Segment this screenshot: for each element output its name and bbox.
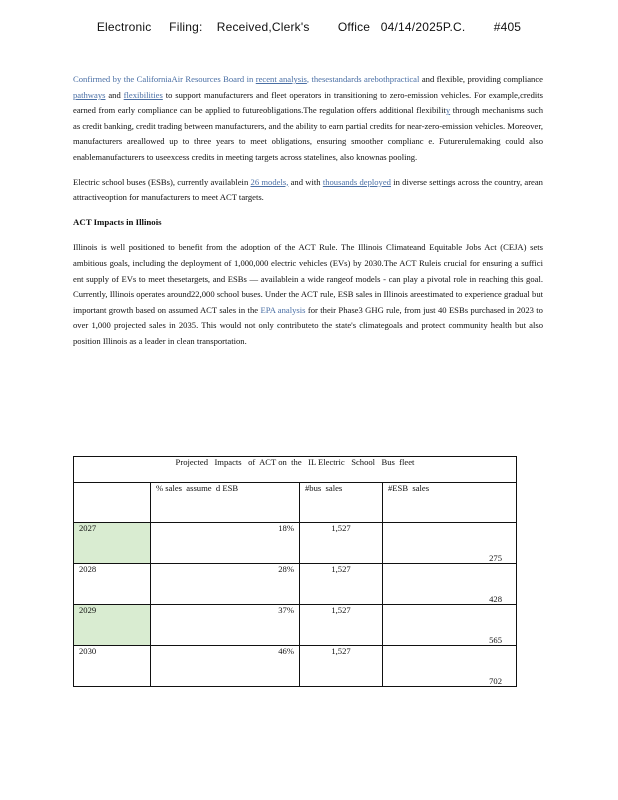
row-bus-sales: 1,527 <box>300 605 383 646</box>
row-pct: 37% <box>151 605 300 646</box>
table-title: Projected Impacts of ACT on the IL Electric School Bus fleet <box>74 457 517 483</box>
row-bus-sales: 1,527 <box>300 646 383 687</box>
para2-text-a: Electric school buses (ESBs), currently availablein <box>73 176 249 187</box>
row-year: 2027 <box>74 523 151 564</box>
header-bus-sales: #bus sales <box>300 483 383 523</box>
para1-text-c: to support manufacturers and fleet operators in transitioning to zero-emission vehicles. For example,credits earned from early compliance can be applied to futureobligations.The regulation offers additional flexibilit <box>73 89 543 116</box>
thousands-deployed-link[interactable]: thousands deployed <box>322 176 391 187</box>
table-row <box>74 646 517 687</box>
flexibility-y-link[interactable]: y <box>445 105 451 116</box>
row-pct: 28% <box>151 564 300 605</box>
table-row <box>74 605 517 646</box>
section-heading: ACT Impacts in Illinois <box>73 216 162 227</box>
row-esb-sales: 702 <box>383 646 517 687</box>
para3-text-a: Illinois is well positioned to benefit from the adoption of the ACT Rule. The Illinois Climateand Equitable Jobs Act (CEJA) sets ambitious goals, including the deployment of 1,000,000 electric vehicles (EVs) by 2030.The ACT Ruleis crucial for ensuring a suffici ent supply of EVs to meet thesetargets, and ESBs — availablein a wide rangeof models - can play a pivotal role in reaching this goal. Currently, Illinois operates around22,000 school buses. Under the ACT rule, ESB sales in Illinois areestimated to experience gradual but important growth based on assumed ACT sales in the <box>73 242 543 315</box>
para1-lead: Confirmed by the CaliforniaAir Resources Board in <box>73 74 254 84</box>
flexibilities-link[interactable]: flexibilities <box>123 89 163 100</box>
para1-mid: , thesestandards arebothpractical <box>306 74 420 84</box>
row-bus-sales: 1,527 <box>300 564 383 605</box>
para2-text-b: and with <box>290 176 321 187</box>
para3-text-b: for their Phase3 GHG rule, from just 40 ESBs purchased in 2023 to over 1,000 projected sales in 2035. This would not only contributeto the state's climategoals and protect community health but also position Illinois as a leader in clean transportation. <box>73 304 543 346</box>
table-row <box>74 523 517 564</box>
models-link[interactable]: 26 models, <box>250 176 289 187</box>
row-pct: 46% <box>151 646 300 687</box>
row-year: 2029 <box>74 605 151 646</box>
paragraph-illinois <box>73 240 543 349</box>
para1-text-d: through mechanisms such as credit banking, credit trading between manufacturers, and the ability to earn partial credits for near-zero-emission vehicles. Moreover, manufacturers areallowed up to three years to meet obligations, ensuring smoother complianc e. Futurerulemaking could also enablemanufacturers to useexcess credits in meeting targets across statelines, also knownas pooling. <box>73 105 544 162</box>
paragraph-esb-models <box>73 175 543 206</box>
row-year: 2028 <box>74 564 151 605</box>
recent-analysis-link[interactable]: recent analysis <box>255 74 307 84</box>
header-esb-sales: #ESB sales <box>383 483 517 523</box>
epa-analysis-text: EPA analysis <box>260 304 306 315</box>
row-esb-sales: 565 <box>383 605 517 646</box>
table-header-row <box>74 483 517 523</box>
fleet-impacts-table <box>73 456 517 687</box>
document-body <box>73 72 543 359</box>
paragraph-act-flexibility <box>73 72 543 166</box>
row-pct: 18% <box>151 523 300 564</box>
pathways-link[interactable]: pathways <box>73 89 106 100</box>
row-bus-sales: 1,527 <box>300 523 383 564</box>
para1-text-a: and flexible, providing compliance <box>421 74 543 84</box>
header-year <box>74 483 151 523</box>
header-pct-esb: % sales assume d ESB <box>151 483 300 523</box>
row-esb-sales: 428 <box>383 564 517 605</box>
filing-header-text: Electronic Filing: Received,Clerk's Office 04/14/2025P.C. #405 <box>96 20 522 34</box>
para1-text-b: and <box>108 89 121 100</box>
para2-text-c: in diverse settings across the country, arean attractiveoption for manufacturers to meet ACT targets. <box>73 176 543 203</box>
table-row <box>74 564 517 605</box>
row-esb-sales: 275 <box>383 523 517 564</box>
filing-header <box>0 20 618 34</box>
row-year: 2030 <box>74 646 151 687</box>
